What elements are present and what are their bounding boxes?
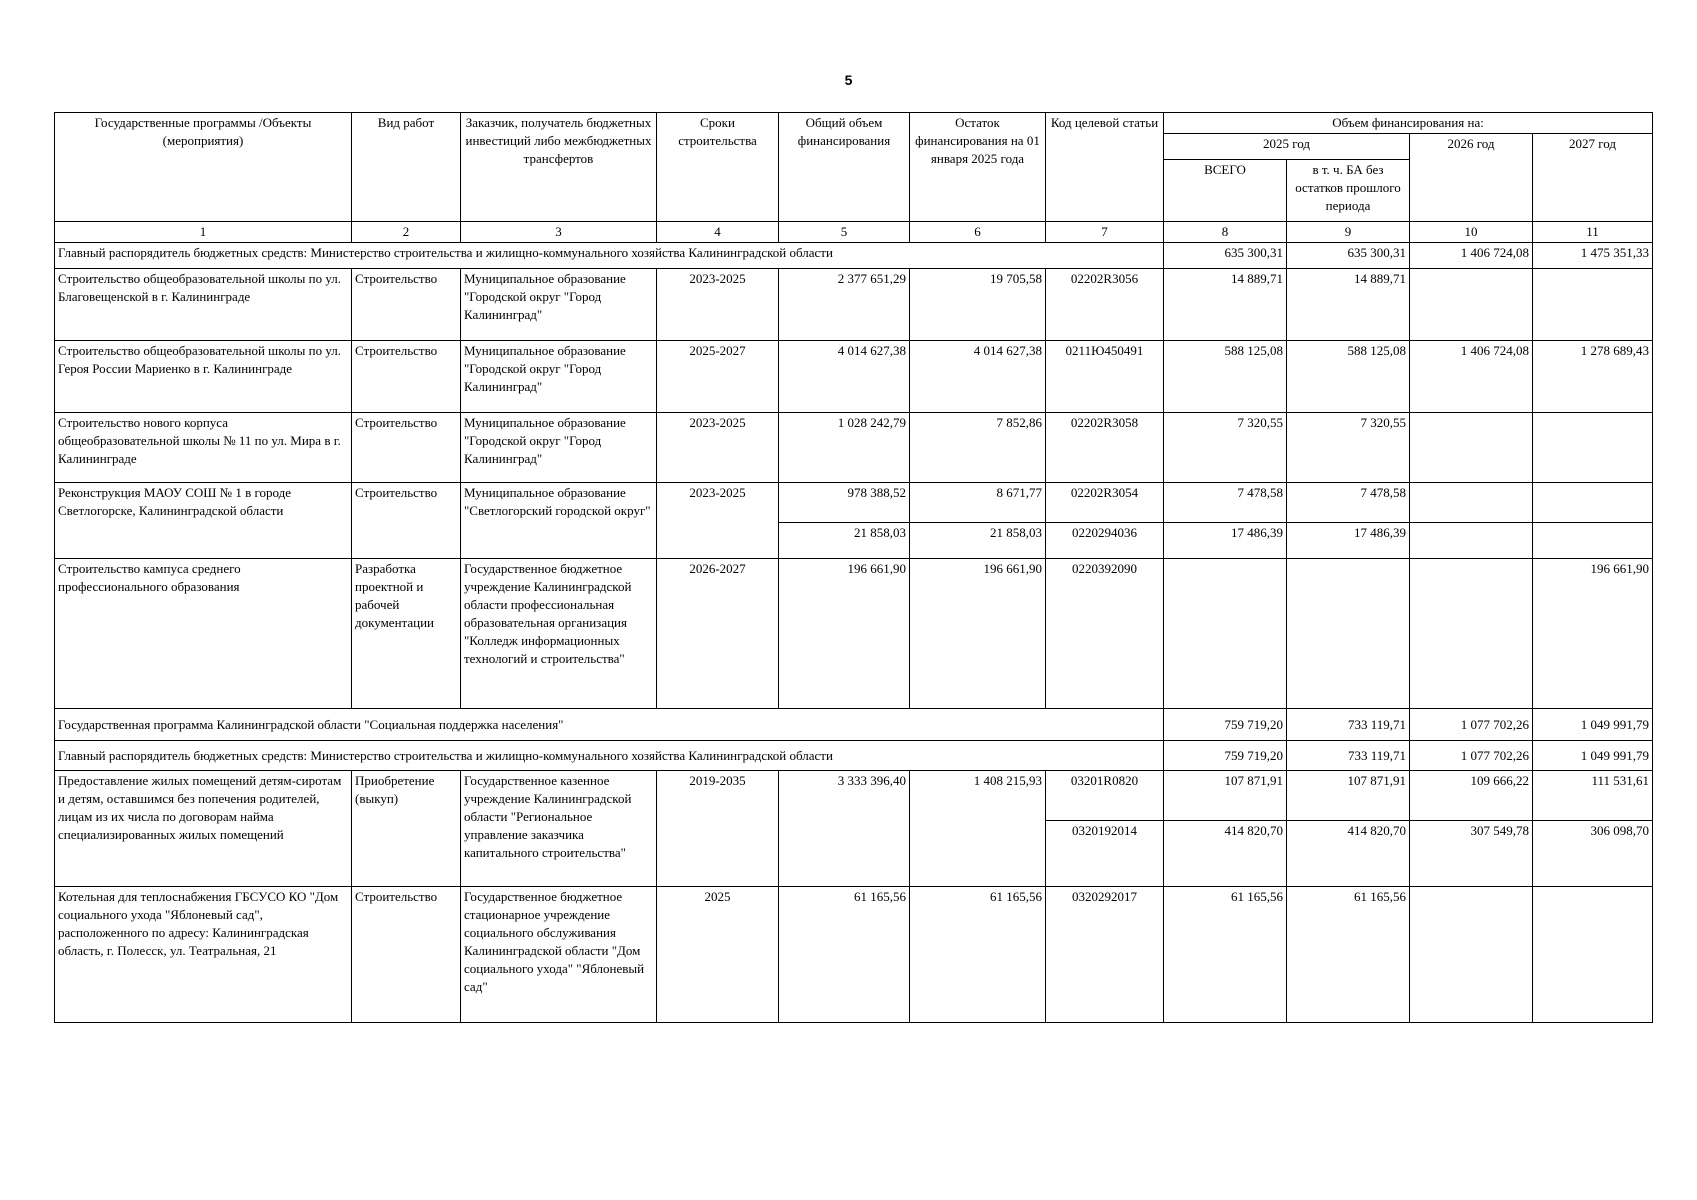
- cell-object: Строительство нового корпуса общеобразовательной школы № 11 по ул. Мира в г. Калининграде: [55, 413, 352, 483]
- header-terms: Сроки строительства: [657, 113, 779, 222]
- cell-2025-all: 7 320,55: [1164, 413, 1287, 483]
- col-index: 5: [779, 222, 910, 243]
- cell-terms: 2026-2027: [657, 559, 779, 709]
- cell-2025-all: 414 820,70: [1164, 821, 1287, 887]
- cell-2025-ba: 14 889,71: [1287, 269, 1410, 341]
- cell-remainder: 61 165,56: [910, 887, 1046, 1023]
- cell-total: 21 858,03: [779, 523, 910, 559]
- cell-2027: 1 475 351,33: [1533, 243, 1653, 269]
- cell-work: Строительство: [352, 269, 461, 341]
- cell-work: Приобретение (выкуп): [352, 771, 461, 887]
- cell-2025-all: 14 889,71: [1164, 269, 1287, 341]
- cell-code: 02202R3054: [1046, 483, 1164, 523]
- cell-code: 0220294036: [1046, 523, 1164, 559]
- col-index: 9: [1287, 222, 1410, 243]
- financing-table: [54, 112, 1653, 1023]
- group-label: Главный распорядитель бюджетных средств: Министерство строительства и жилищно-коммунального хозяйства Калининградской области: [55, 243, 1164, 269]
- group-label: Главный распорядитель бюджетных средств: Министерство строительства и жилищно-коммунального хозяйства Калининградской области: [55, 741, 1164, 771]
- col-index: 8: [1164, 222, 1287, 243]
- table-row: [55, 483, 1653, 523]
- cell-work: Строительство: [352, 341, 461, 413]
- cell-terms: 2023-2025: [657, 413, 779, 483]
- header-code: Код целевой статьи: [1046, 113, 1164, 222]
- col-index: 11: [1533, 222, 1653, 243]
- cell-terms: 2023-2025: [657, 483, 779, 559]
- header-remainder: Остаток финансирования на 01 января 2025 года: [910, 113, 1046, 222]
- cell-remainder: 19 705,58: [910, 269, 1046, 341]
- header-2025: 2025 год: [1164, 134, 1410, 160]
- cell-2025-ba: 7 478,58: [1287, 483, 1410, 523]
- cell-work: Разработка проектной и рабочей документации: [352, 559, 461, 709]
- header-ba: в т. ч. БА без остатков прошлого периода: [1287, 160, 1410, 222]
- cell-2025-ba: 17 486,39: [1287, 523, 1410, 559]
- cell-work: Строительство: [352, 483, 461, 559]
- cell-total: 1 028 242,79: [779, 413, 910, 483]
- cell-code: 02202R3058: [1046, 413, 1164, 483]
- cell-2027: [1533, 887, 1653, 1023]
- cell-2025-ba: 733 119,71: [1287, 709, 1410, 741]
- cell-2027: [1533, 483, 1653, 523]
- cell-code: 0211Ю450491: [1046, 341, 1164, 413]
- cell-customer: Муниципальное образование "Городской округ "Город Калининград": [461, 341, 657, 413]
- cell-customer: Государственное бюджетное стационарное учреждение социального обслуживания Калининградской области "Дом социального ухода" "Яблоневый сад": [461, 887, 657, 1023]
- col-index: 2: [352, 222, 461, 243]
- program-label: Государственная программа Калининградской области "Социальная поддержка населения": [55, 709, 1164, 741]
- cell-2025-all: 7 478,58: [1164, 483, 1287, 523]
- cell-2026: 307 549,78: [1410, 821, 1533, 887]
- cell-remainder: 1 408 215,93: [910, 771, 1046, 887]
- cell-2027: 1 049 991,79: [1533, 709, 1653, 741]
- col-index: 4: [657, 222, 779, 243]
- cell-remainder: 7 852,86: [910, 413, 1046, 483]
- cell-object: Реконструкция МАОУ СОШ № 1 в городе Светлогорске, Калининградской области: [55, 483, 352, 559]
- cell-2026: [1410, 413, 1533, 483]
- cell-2025-ba: 635 300,31: [1287, 243, 1410, 269]
- cell-remainder: 196 661,90: [910, 559, 1046, 709]
- cell-2026: [1410, 269, 1533, 341]
- table-row: [55, 269, 1653, 341]
- cell-2025-all: 588 125,08: [1164, 341, 1287, 413]
- header-2026: 2026 год: [1410, 134, 1533, 222]
- cell-2026: 1 406 724,08: [1410, 243, 1533, 269]
- cell-object: Строительство общеобразовательной школы по ул. Героя России Мариенко в г. Калининграде: [55, 341, 352, 413]
- cell-terms: 2019-2035: [657, 771, 779, 887]
- cell-total: 61 165,56: [779, 887, 910, 1023]
- cell-remainder: 8 671,77: [910, 483, 1046, 523]
- table-row: [55, 243, 1653, 269]
- table-row: [55, 559, 1653, 709]
- table-row: [55, 413, 1653, 483]
- cell-code: 02202R3056: [1046, 269, 1164, 341]
- cell-2027: 196 661,90: [1533, 559, 1653, 709]
- cell-2026: 1 077 702,26: [1410, 741, 1533, 771]
- cell-2025-ba: 414 820,70: [1287, 821, 1410, 887]
- cell-2025-all: 107 871,91: [1164, 771, 1287, 821]
- cell-2025-all: 759 719,20: [1164, 741, 1287, 771]
- cell-code: 0320292017: [1046, 887, 1164, 1023]
- cell-2027: 111 531,61: [1533, 771, 1653, 821]
- header-customer: Заказчик, получатель бюджетных инвестиций либо межбюджетных трансфертов: [461, 113, 657, 222]
- cell-2025-ba: 107 871,91: [1287, 771, 1410, 821]
- cell-2027: 1 049 991,79: [1533, 741, 1653, 771]
- cell-code: 0320192014: [1046, 821, 1164, 887]
- cell-2027: [1533, 523, 1653, 559]
- cell-2025-all: [1164, 559, 1287, 709]
- table-row: [55, 771, 1653, 821]
- cell-2025-all: 759 719,20: [1164, 709, 1287, 741]
- header-work-type: Вид работ: [352, 113, 461, 222]
- cell-customer: Государственное казенное учреждение Калининградской области "Региональное управление заказчика капитального строительства": [461, 771, 657, 887]
- cell-total: 3 333 396,40: [779, 771, 910, 887]
- cell-customer: Муниципальное образование "Светлогорский городской округ": [461, 483, 657, 559]
- cell-2025-all: 61 165,56: [1164, 887, 1287, 1023]
- cell-2026: [1410, 483, 1533, 523]
- cell-object: Предоставление жилых помещений детям-сиротам и детям, оставшимся без попечения родителей, лицам из их числа по договорам найма специализированных жилых помещений: [55, 771, 352, 887]
- table-row: [55, 709, 1653, 741]
- cell-terms: 2023-2025: [657, 269, 779, 341]
- col-index: 7: [1046, 222, 1164, 243]
- table-row: [55, 341, 1653, 413]
- cell-2027: [1533, 413, 1653, 483]
- col-index: 3: [461, 222, 657, 243]
- header-programs: Государственные программы /Объекты (мероприятия): [55, 113, 352, 222]
- page-number: 5: [844, 72, 853, 88]
- col-index: 6: [910, 222, 1046, 243]
- cell-customer: Государственное бюджетное учреждение Калининградской области профессиональная образовательная организация "Колледж информационных технологий и строительства": [461, 559, 657, 709]
- cell-2025-ba: 733 119,71: [1287, 741, 1410, 771]
- header-total: Общий объем финансирования: [779, 113, 910, 222]
- cell-total: 4 014 627,38: [779, 341, 910, 413]
- cell-2026: [1410, 559, 1533, 709]
- header-2027: 2027 год: [1533, 134, 1653, 222]
- cell-2027: [1533, 269, 1653, 341]
- cell-object: Строительство общеобразовательной школы по ул. Благовещенской в г. Калининграде: [55, 269, 352, 341]
- cell-2025-all: 17 486,39: [1164, 523, 1287, 559]
- cell-2025-ba: [1287, 559, 1410, 709]
- cell-total: 978 388,52: [779, 483, 910, 523]
- cell-2025-ba: 588 125,08: [1287, 341, 1410, 413]
- cell-2026: [1410, 887, 1533, 1023]
- cell-2026: 1 077 702,26: [1410, 709, 1533, 741]
- header-all: ВСЕГО: [1164, 160, 1287, 222]
- cell-object: Строительство кампуса среднего профессионального образования: [55, 559, 352, 709]
- table-row: [55, 741, 1653, 771]
- cell-work: Строительство: [352, 413, 461, 483]
- cell-2025-ba: 7 320,55: [1287, 413, 1410, 483]
- col-index: 10: [1410, 222, 1533, 243]
- cell-work: Строительство: [352, 887, 461, 1023]
- cell-remainder: 21 858,03: [910, 523, 1046, 559]
- cell-code: 0220392090: [1046, 559, 1164, 709]
- cell-2027: 306 098,70: [1533, 821, 1653, 887]
- cell-2026: 109 666,22: [1410, 771, 1533, 821]
- cell-code: 03201R0820: [1046, 771, 1164, 821]
- cell-object: Котельная для теплоснабжения ГБСУСО КО "Дом социального ухода "Яблоневый сад", расположенного по адресу: Калининградская область, г. Полесск, ул. Театральная, 21: [55, 887, 352, 1023]
- cell-2026: [1410, 523, 1533, 559]
- cell-customer: Муниципальное образование "Городской округ "Город Калининград": [461, 269, 657, 341]
- cell-customer: Муниципальное образование "Городской округ "Город Калининград": [461, 413, 657, 483]
- cell-total: 2 377 651,29: [779, 269, 910, 341]
- cell-2026: 1 406 724,08: [1410, 341, 1533, 413]
- cell-2027: 1 278 689,43: [1533, 341, 1653, 413]
- cell-terms: 2025-2027: [657, 341, 779, 413]
- cell-remainder: 4 014 627,38: [910, 341, 1046, 413]
- table-row: [55, 887, 1653, 1023]
- col-index: 1: [55, 222, 352, 243]
- cell-2025-all: 635 300,31: [1164, 243, 1287, 269]
- cell-2025-ba: 61 165,56: [1287, 887, 1410, 1023]
- cell-total: 196 661,90: [779, 559, 910, 709]
- column-index-row: [55, 222, 1653, 243]
- header-funding: Объем финансирования на:: [1164, 113, 1653, 134]
- cell-terms: 2025: [657, 887, 779, 1023]
